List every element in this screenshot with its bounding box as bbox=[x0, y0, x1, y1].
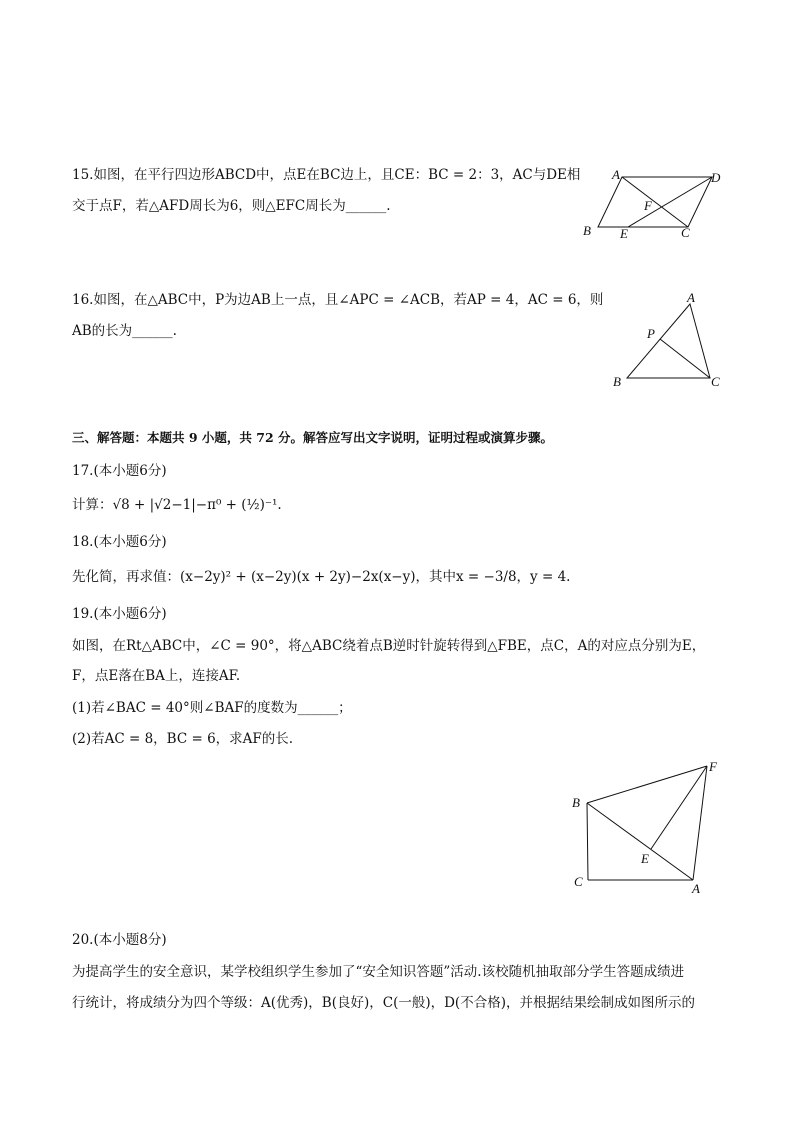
q18-content: 先化简，再求值：(x−2y)² + (x−2y)(x + 2y)−2x(x−y)，其中x = −3/8，y = 4. bbox=[72, 569, 571, 585]
q19-part1: (1)若∠BAC = 40°则∠BAF的度数为______； bbox=[72, 700, 352, 716]
q20-text-line1: 为提高学生的安全意识，某学校组织学生参加了“安全知识答题”活动.该校随机抽取部分学生答题成绩进 bbox=[72, 964, 685, 980]
q16-triangle-figure bbox=[605, 290, 725, 395]
q19-label-f: F bbox=[709, 759, 717, 774]
q19-label-c: C bbox=[574, 874, 583, 889]
q16-label-b: B bbox=[613, 374, 621, 389]
q15-label-e: E bbox=[620, 226, 628, 241]
q19-title: 19.(本小题6分) bbox=[72, 606, 167, 622]
q15-label-d: D bbox=[711, 170, 721, 185]
q15-label-b: B bbox=[583, 223, 591, 238]
q19-part2: (2)若AC = 8，BC = 6，求AF的长. bbox=[72, 731, 294, 747]
q16-label-a: A bbox=[687, 290, 695, 305]
q19-label-b: B bbox=[572, 795, 580, 810]
q15-text-line2: 交于点F，若△AFD周长为6，则△EFC周长为______. bbox=[72, 198, 391, 214]
section3-heading: 三、解答题：本题共 9 小题，共 72 分。解答应写出文字说明，证明过程或演算步骤。 bbox=[72, 430, 554, 445]
q19-label-a: A bbox=[692, 881, 700, 896]
q17-title: 17.(本小题6分) bbox=[72, 463, 167, 479]
q16-label-p: P bbox=[647, 326, 655, 341]
q16-label-c: C bbox=[711, 374, 720, 389]
q17-content: 计算：√8 + |√2−1|−π⁰ + (½)⁻¹. bbox=[72, 497, 282, 513]
q19-label-e: E bbox=[641, 851, 649, 866]
q18-title: 18.(本小题6分) bbox=[72, 534, 167, 550]
q19-text-line2: F，点E落在BA上，连接AF. bbox=[72, 668, 241, 684]
q16-text-line1: 16.如图，在△ABC中，P为边AB上一点，且∠APC = ∠ACB，若AP = 4，AC = 6，则 bbox=[72, 292, 604, 308]
q15-parallelogram-figure bbox=[580, 165, 730, 245]
q15-label-c: C bbox=[681, 225, 690, 240]
q15-text-line1: 15.如图，在平行四边形ABCD中，点E在BC边上，且CE：BC = 2：3，AC与DE相 bbox=[72, 167, 581, 183]
q20-text-line2: 行统计，将成绩分为四个等级：A(优秀)，B(良好)，C(一般)，D(不合格)，并根据结果绘制成如图所示的 bbox=[72, 995, 695, 1011]
q20-title: 20.(本小题8分) bbox=[72, 932, 167, 948]
q19-rotation-figure bbox=[560, 755, 730, 900]
q19-text-line1: 如图，在Rt△ABC中，∠C = 90°，将△ABC绕着点B逆时针旋转得到△FBE，点C，A的对应点分别为E， bbox=[72, 638, 706, 654]
q16-text-line2: AB的长为______. bbox=[72, 323, 177, 339]
q15-label-f: F bbox=[644, 198, 652, 213]
q15-label-a: A bbox=[612, 167, 620, 182]
